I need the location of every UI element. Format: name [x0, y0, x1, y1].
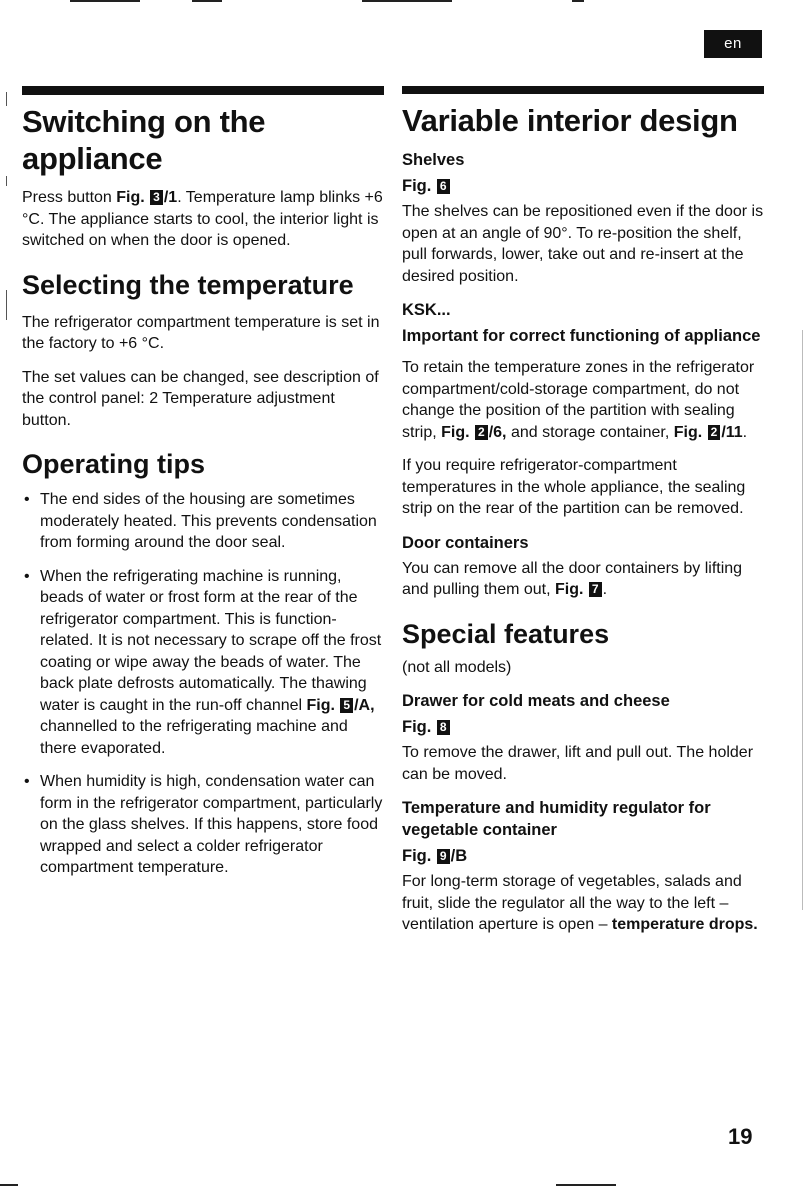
figure-ref-box: 8: [437, 720, 450, 735]
figure-ref-box: 2: [475, 425, 488, 440]
figure-ref-box: 7: [589, 582, 602, 597]
left-margin-tick: [6, 92, 7, 106]
shelves-heading: Shelves: [402, 151, 465, 169]
list-item: • The end sides of the housing are sometimes moderately heated. This prevents condensation from forming around the door seal.: [24, 491, 377, 551]
section-title-special-features: Special features: [402, 618, 610, 649]
figure-ref-box: 2: [708, 425, 721, 440]
switching-on-paragraph: Press button Fig. 3 /1. Temperature lamp blinks +6 °C. The appliance starts to cool, the interior light is switched on when the door is opened.: [22, 189, 383, 249]
figure-ref-box: 6: [437, 179, 450, 194]
partition-paragraph: If you require refrigerator-compartment temperatures in the whole appliance, the sealing strip on the rear of the partition can be removed.: [402, 457, 746, 517]
left-column: [22, 86, 384, 879]
left-margin-tick: [6, 290, 7, 320]
temperature-regulator-figure-ref: Fig. 9 /B: [402, 847, 468, 865]
drawer-paragraph: To remove the drawer, lift and pull out. The holder can be moved.: [402, 744, 754, 783]
ksk-heading: KSK...: [402, 301, 451, 319]
selecting-temperature-paragraph-2: The set values can be changed, see description of the control panel: 2 Temperature adjustment button.: [22, 368, 379, 429]
right-margin-tick: [802, 330, 803, 910]
important-paragraph: To retain the temperature zones in the refrigerator compartment/cold-storage compartment, do not change the position of the partition with sealing strip, Fig. 2 /6, and storage container, Fig. 2 /11.: [402, 359, 755, 441]
temperature-regulator-heading: Temperature and humidity regulator for vegetable container: [402, 799, 711, 839]
section-rule: [22, 86, 384, 95]
bottom-edge-mark: [0, 1184, 18, 1186]
door-containers-heading: Door containers: [402, 533, 529, 552]
section-title-switching-on: Switching on the appliance: [22, 104, 266, 176]
figure-ref-box: 3: [150, 190, 163, 205]
special-features-note: (not all models): [402, 658, 512, 676]
section-title-operating-tips: Operating tips: [22, 449, 206, 479]
door-containers-paragraph: You can remove all the door containers by lifting and pulling them out, Fig. 7 .: [402, 559, 743, 598]
drawer-heading: Drawer for cold meats and cheese: [402, 692, 670, 710]
bottom-edge-mark: [556, 1184, 616, 1186]
section-rule: [402, 86, 764, 94]
figure-ref-box: 5: [340, 698, 353, 713]
section-title-variable-interior: Variable interior design: [402, 103, 738, 138]
left-margin-tick: [6, 176, 7, 186]
temperature-regulator-paragraph: For long-term storage of vegetables, salads and fruit, slide the regulator all the way to the left – ventilation aperture is open – temperature drops.: [402, 873, 758, 933]
page-number: 19: [728, 1124, 753, 1149]
figure-ref-box: 9: [437, 849, 450, 864]
shelves-paragraph: The shelves can be repositioned even if the door is open at an angle of 90°. To re-position the shelf, pull forwards, lower, take out and re-insert at the desired position.: [402, 203, 764, 285]
top-edge-marks: [0, 0, 807, 4]
operating-tips-list: [22, 489, 384, 879]
list-item: • When the refrigerating machine is running, beads of water or frost form at the rear of the refrigerator compartment. This is function-related. It is not necessary to scrape off the frost coating or wipe away the beads of water. The back plate defrosts automatically. The thawing water is caught in the run-off channel Fig. 5 /A, channelled to the refrigerating machine and there evaporated.: [24, 567, 382, 757]
shelves-figure-ref: Fig. 6: [402, 175, 764, 197]
drawer-figure-ref: Fig. 8: [402, 716, 764, 738]
important-heading: Important for correct functioning of appliance: [402, 327, 761, 345]
right-column: [402, 86, 764, 936]
language-badge: en: [704, 30, 762, 58]
section-title-selecting-temperature: Selecting the temperature: [22, 269, 354, 300]
list-item: • When humidity is high, condensation water can form in the refrigerator compartment, particularly on the glass shelves. If this happens, store food wrapped and select a colder refrigerator compartment temperature.: [24, 773, 383, 876]
selecting-temperature-paragraph-1: The refrigerator compartment temperature is set in the factory to +6 °C.: [22, 313, 380, 352]
